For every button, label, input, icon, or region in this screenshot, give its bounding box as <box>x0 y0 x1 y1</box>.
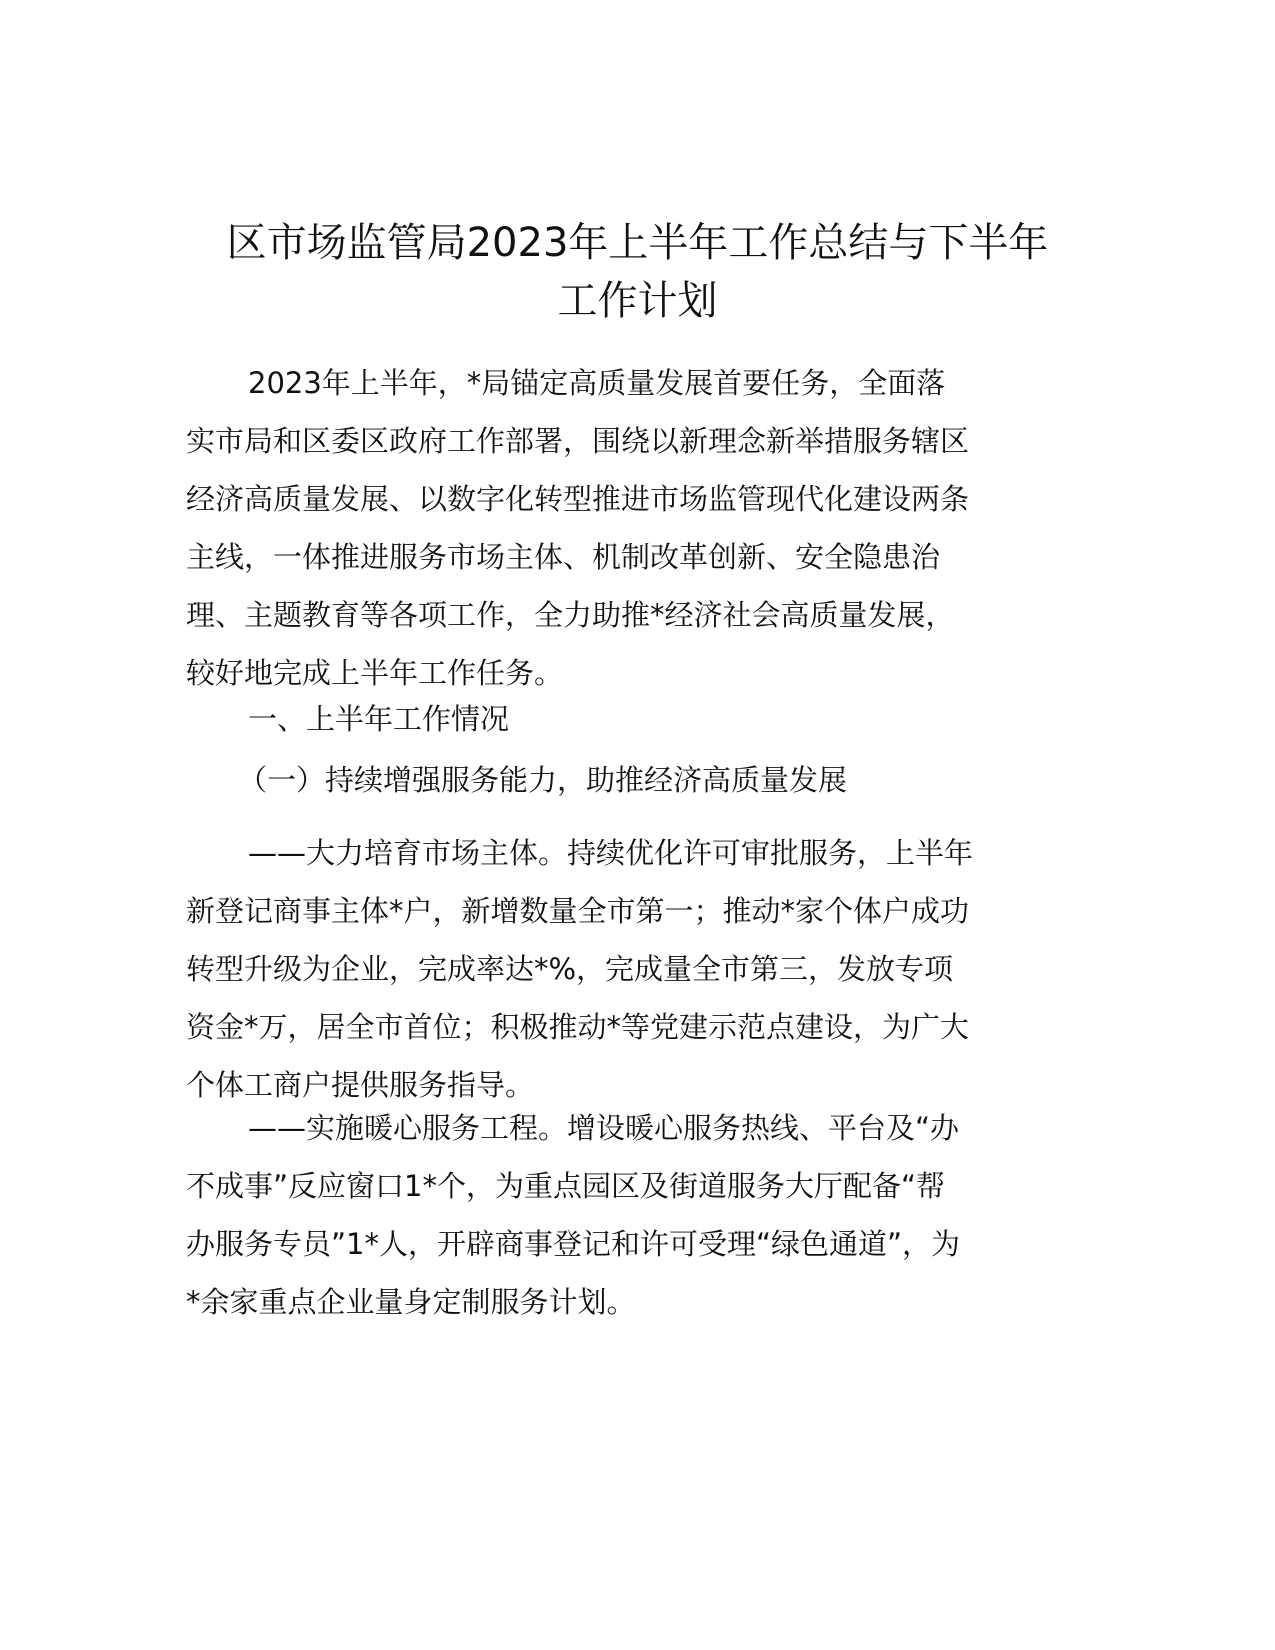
bullet1-line: ——大力培育市场主体。持续优化许可审批服务，上半年 <box>248 836 974 870</box>
bullet1-line: 转型升级为企业，完成率达*%，完成量全市第三，发放专项 <box>186 952 954 986</box>
section-heading-1 <box>186 690 1091 748</box>
intro-line: 经济高质量发展、以数字化转型推进市场监管现代化建设两条 <box>186 482 970 516</box>
bullet1-line: 个体工商户提供服务指导。 <box>186 1068 535 1102</box>
bullet1-line: 资金*万，居全市首位；积极推动*等党建示范点建设，为广大 <box>186 1010 970 1044</box>
intro-line: 实市局和区委区政府工作部署，围绕以新理念新举措服务辖区 <box>186 424 970 458</box>
document-title-line-1: 区市场监管局2023年上半年工作总结与下半年 <box>226 220 1049 266</box>
subsection-heading-1 <box>186 751 1091 809</box>
bullet-paragraph-1 <box>186 824 1091 1114</box>
section-heading-text: 一、上半年工作情况 <box>248 702 510 736</box>
bullet2-line: 办服务专员”1*人，开辟商事登记和许可受理“绿色通道”，为 <box>186 1227 961 1261</box>
bullet2-line: *余家重点企业量身定制服务计划。 <box>186 1285 636 1319</box>
bullet2-line: ——实施暖心服务工程。增设暖心服务热线、平台及“办 <box>248 1111 960 1145</box>
intro-line: 理、主题教育等各项工作，全力助推*经济社会高质量发展， <box>186 598 955 632</box>
subsection-heading-text: （一）持续增强服务能力，助推经济高质量发展 <box>238 763 848 797</box>
document-title-line-2: 工作计划 <box>557 278 718 324</box>
intro-line: 较好地完成上半年工作任务。 <box>186 656 564 690</box>
intro-line: 2023年上半年，*局锚定高质量发展首要任务，全面落 <box>248 366 946 400</box>
intro-paragraph <box>186 354 1091 702</box>
bullet1-line: 新登记商事主体*户，新增数量全市第一；推动*家个体户成功 <box>186 894 970 928</box>
intro-line: 主线，一体推进服务市场主体、机制改革创新、安全隐患治 <box>186 540 941 574</box>
bullet2-line: 不成事”反应窗口1*个，为重点园区及街道服务大厅配备“帮 <box>186 1169 945 1203</box>
bullet-paragraph-2 <box>186 1099 1091 1331</box>
